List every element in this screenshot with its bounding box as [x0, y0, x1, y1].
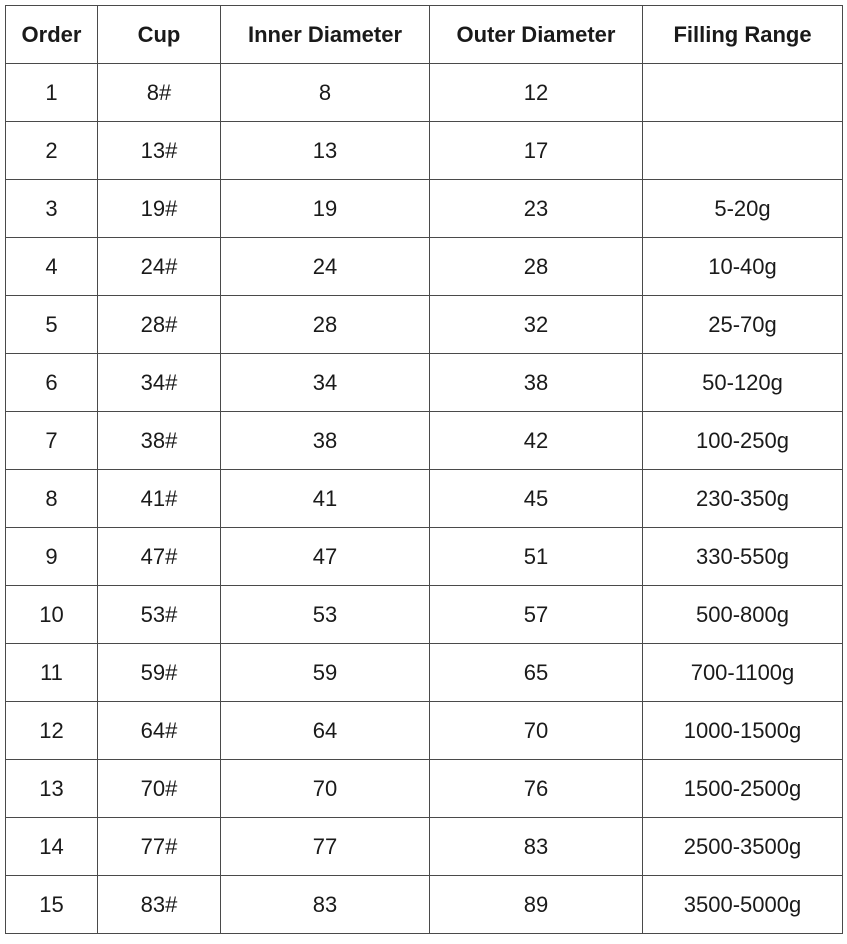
cell-cup: 77# [98, 818, 221, 876]
table-row [6, 122, 843, 180]
cell-inner-diameter: 83 [221, 876, 430, 934]
cell-inner-diameter: 41 [221, 470, 430, 528]
cell-outer-diameter: 51 [430, 528, 643, 586]
cell-order: 11 [6, 644, 98, 702]
cell-outer-diameter: 70 [430, 702, 643, 760]
cell-order: 15 [6, 876, 98, 934]
table-row [6, 586, 843, 644]
cell-inner-diameter: 70 [221, 760, 430, 818]
cell-outer-diameter: 12 [430, 64, 643, 122]
cell-inner-diameter: 8 [221, 64, 430, 122]
cell-cup: 28# [98, 296, 221, 354]
cell-order: 2 [6, 122, 98, 180]
cell-cup: 70# [98, 760, 221, 818]
cell-filling-range: 50-120g [643, 354, 843, 412]
cell-outer-diameter: 38 [430, 354, 643, 412]
table-row [6, 412, 843, 470]
cell-filling-range [643, 64, 843, 122]
header-filling-range: Filling Range [643, 6, 843, 64]
cell-inner-diameter: 59 [221, 644, 430, 702]
cell-cup: 8# [98, 64, 221, 122]
cell-inner-diameter: 77 [221, 818, 430, 876]
spec-table-container [5, 5, 842, 934]
cell-cup: 34# [98, 354, 221, 412]
table-row [6, 760, 843, 818]
cell-inner-diameter: 47 [221, 528, 430, 586]
cell-cup: 47# [98, 528, 221, 586]
cell-cup: 13# [98, 122, 221, 180]
table-row [6, 238, 843, 296]
cell-filling-range: 5-20g [643, 180, 843, 238]
table-row [6, 64, 843, 122]
cell-order: 13 [6, 760, 98, 818]
cell-outer-diameter: 76 [430, 760, 643, 818]
cell-filling-range: 1500-2500g [643, 760, 843, 818]
cell-cup: 64# [98, 702, 221, 760]
table-row [6, 876, 843, 934]
cup-spec-table [5, 5, 843, 934]
cell-filling-range: 500-800g [643, 586, 843, 644]
cell-order: 12 [6, 702, 98, 760]
cell-cup: 41# [98, 470, 221, 528]
cell-outer-diameter: 83 [430, 818, 643, 876]
cell-filling-range: 330-550g [643, 528, 843, 586]
cell-cup: 19# [98, 180, 221, 238]
table-body [6, 64, 843, 934]
table-row [6, 354, 843, 412]
table-row [6, 470, 843, 528]
cell-order: 10 [6, 586, 98, 644]
cell-order: 3 [6, 180, 98, 238]
cell-filling-range: 100-250g [643, 412, 843, 470]
cell-inner-diameter: 24 [221, 238, 430, 296]
header-order: Order [6, 6, 98, 64]
cell-inner-diameter: 13 [221, 122, 430, 180]
cell-order: 14 [6, 818, 98, 876]
cell-cup: 38# [98, 412, 221, 470]
table-row [6, 180, 843, 238]
cell-filling-range: 2500-3500g [643, 818, 843, 876]
cell-filling-range: 25-70g [643, 296, 843, 354]
cell-outer-diameter: 89 [430, 876, 643, 934]
cell-filling-range: 3500-5000g [643, 876, 843, 934]
table-row [6, 644, 843, 702]
cell-order: 9 [6, 528, 98, 586]
cell-order: 5 [6, 296, 98, 354]
cell-inner-diameter: 38 [221, 412, 430, 470]
table-row [6, 528, 843, 586]
header-cup: Cup [98, 6, 221, 64]
cell-outer-diameter: 17 [430, 122, 643, 180]
cell-filling-range: 1000-1500g [643, 702, 843, 760]
header-inner-diameter: Inner Diameter [221, 6, 430, 64]
cell-inner-diameter: 64 [221, 702, 430, 760]
cell-outer-diameter: 28 [430, 238, 643, 296]
cell-inner-diameter: 53 [221, 586, 430, 644]
table-header-row [6, 6, 843, 64]
cell-outer-diameter: 23 [430, 180, 643, 238]
cell-inner-diameter: 19 [221, 180, 430, 238]
cell-order: 8 [6, 470, 98, 528]
cell-filling-range [643, 122, 843, 180]
table-row [6, 818, 843, 876]
cell-filling-range: 10-40g [643, 238, 843, 296]
cell-order: 1 [6, 64, 98, 122]
table-row [6, 702, 843, 760]
cell-outer-diameter: 42 [430, 412, 643, 470]
cell-cup: 59# [98, 644, 221, 702]
cell-inner-diameter: 28 [221, 296, 430, 354]
header-outer-diameter: Outer Diameter [430, 6, 643, 64]
cell-order: 6 [6, 354, 98, 412]
cell-cup: 83# [98, 876, 221, 934]
cell-inner-diameter: 34 [221, 354, 430, 412]
cell-outer-diameter: 57 [430, 586, 643, 644]
cell-cup: 53# [98, 586, 221, 644]
cell-cup: 24# [98, 238, 221, 296]
cell-filling-range: 700-1100g [643, 644, 843, 702]
table-row [6, 296, 843, 354]
cell-order: 7 [6, 412, 98, 470]
cell-filling-range: 230-350g [643, 470, 843, 528]
cell-outer-diameter: 45 [430, 470, 643, 528]
cell-order: 4 [6, 238, 98, 296]
cell-outer-diameter: 32 [430, 296, 643, 354]
cell-outer-diameter: 65 [430, 644, 643, 702]
